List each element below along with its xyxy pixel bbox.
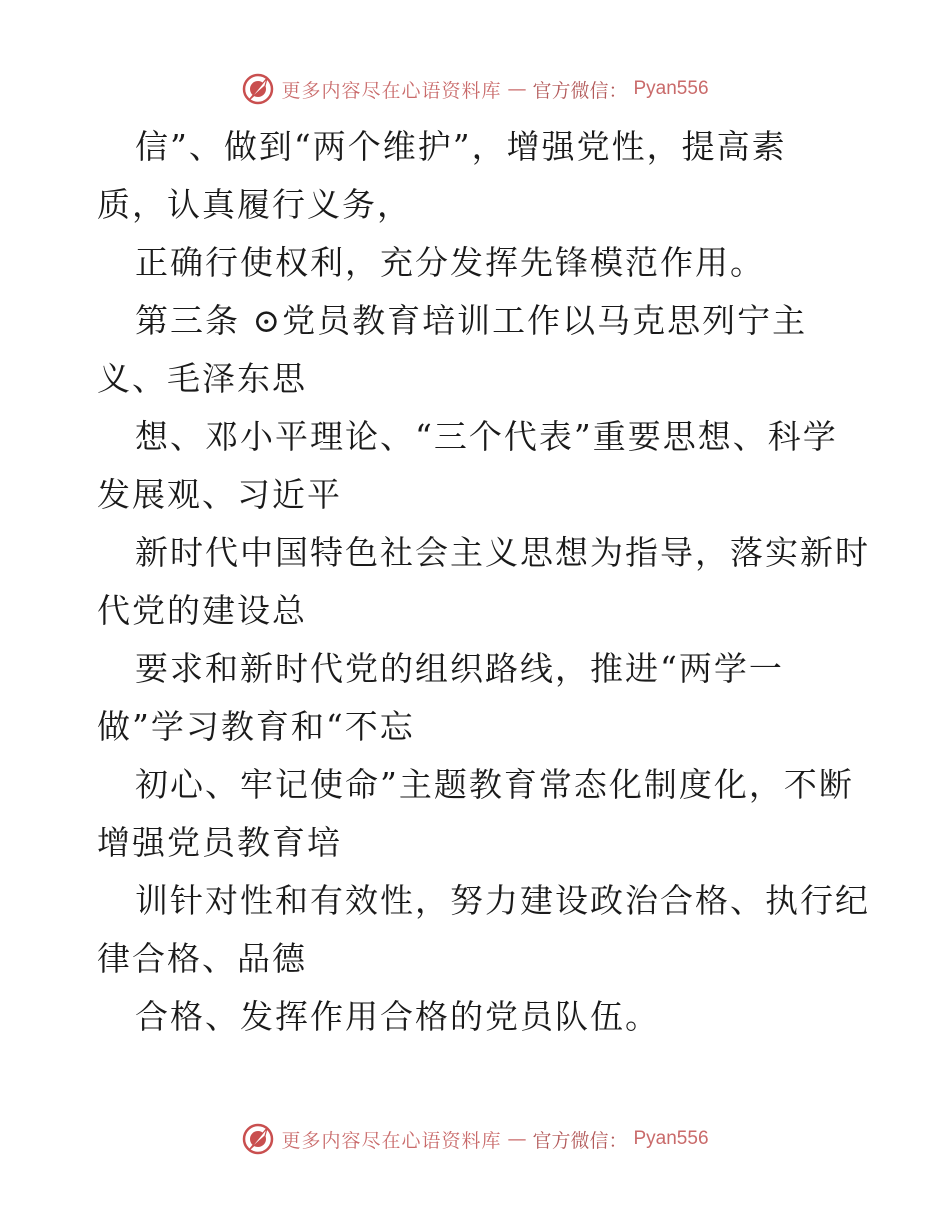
- banner-slogan: 更多内容尽在心语资料库: [281, 1129, 502, 1152]
- text-line: 初心、牢记使命”主题教育常态化制度化，不断: [135, 765, 854, 804]
- text-line: 第三条 ⊙党员教育培训工作以马克思列宁主: [135, 301, 808, 340]
- text-line: 正确行使权利，充分发挥先锋模范作用。: [135, 243, 765, 282]
- text-line: 义、毛泽东思: [97, 359, 307, 398]
- text-line: 合格、发挥作用合格的党员队伍。: [135, 997, 660, 1036]
- text-line: 做”学习教育和“不忘: [97, 707, 415, 746]
- banner-wechat-id: Pyan556: [633, 78, 709, 99]
- footer-watermark-banner: [0, 1122, 950, 1156]
- banner-dash: —: [507, 78, 527, 100]
- text-line: 发展观、习近平: [97, 475, 342, 514]
- text-line: 新时代中国特色社会主义思想为指导，落实新时: [135, 533, 870, 572]
- text-line: 质，认真履行义务，: [97, 185, 412, 224]
- text-line: 代党的建设总: [97, 591, 307, 630]
- banner-slogan: 更多内容尽在心语资料库: [281, 79, 502, 102]
- banner-wechat-label: 官方微信：: [532, 1129, 628, 1152]
- header-watermark-banner: [0, 72, 950, 106]
- text-line: 增强党员教育培: [97, 823, 342, 862]
- document-body: [97, 118, 877, 1046]
- text-line: 信”、做到“两个维护”，增强党性，提高素: [135, 127, 787, 166]
- banner-wechat-id: Pyan556: [633, 1128, 709, 1149]
- banner-wechat-label: 官方微信：: [532, 79, 628, 102]
- quill-logo-icon: [241, 72, 275, 106]
- quill-logo-icon: [241, 1122, 275, 1156]
- banner-dash: —: [507, 1128, 527, 1150]
- text-line: 律合格、品德: [97, 939, 307, 978]
- text-line: 想、邓小平理论、“三个代表”重要思想、科学: [135, 417, 838, 456]
- text-line: 训针对性和有效性，努力建设政治合格、执行纪: [135, 881, 870, 920]
- text-line: 要求和新时代党的组织路线，推进“两学一: [135, 649, 784, 688]
